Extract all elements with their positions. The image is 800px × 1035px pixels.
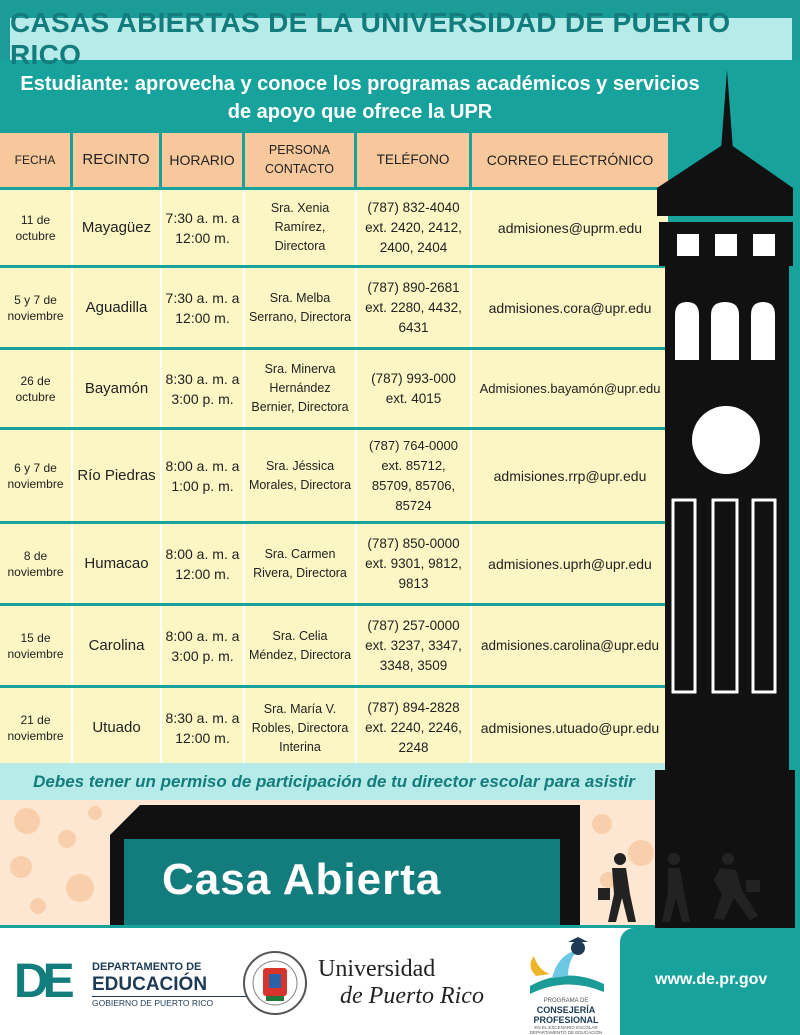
cell-fecha: 26 de octubre <box>0 350 73 427</box>
pattern-dot <box>592 814 612 834</box>
cell-fecha: 15 de noviembre <box>0 606 73 685</box>
cell-fecha: 5 y 7 de noviembre <box>0 268 73 347</box>
footer <box>0 928 800 1035</box>
cell-recinto: Mayagüez <box>73 190 162 265</box>
subtitle <box>0 70 720 126</box>
subtitle-line-1: Estudiante: aprovecha y conoce los programas académicos y servicios <box>20 73 700 95</box>
header-telefono: TELÉFONO <box>357 133 472 187</box>
de-logo-text <box>92 960 252 1009</box>
cell-horario: 8:30 a. m. a 3:00 p. m. <box>162 350 245 427</box>
clock-tower-illustration <box>655 70 795 930</box>
cell-contacto: Sra. Melba Serrano, Directora <box>245 268 357 347</box>
consejeria-graduate-icon <box>512 936 620 998</box>
cell-correo[interactable]: admisiones.rrp@upr.edu <box>493 467 647 484</box>
cell-recinto: Humacao <box>73 524 162 603</box>
cell-fecha: 6 y 7 de noviembre <box>0 430 73 521</box>
cell-fecha: 21 de noviembre <box>0 688 73 768</box>
cell-recinto: Utuado <box>73 688 162 768</box>
cell-correo[interactable]: admisiones.utuado@upr.edu <box>480 720 660 736</box>
header-recinto: RECINTO <box>73 133 162 187</box>
cell-recinto: Río Piedras <box>73 430 162 521</box>
cell-correo[interactable]: admisiones.cora@upr.edu <box>488 299 652 316</box>
de-line-3: GOBIERNO DE PUERTO RICO <box>92 996 252 1009</box>
cp-line-1: PROGRAMA DE <box>543 998 589 1004</box>
walking-people-icon <box>590 850 770 925</box>
header-correo: CORREO ELECTRÓNICO <box>472 133 668 187</box>
cell-horario: 8:00 a. m. a 3:00 p. m. <box>162 606 245 685</box>
header-persona-contacto: PERSONA CONTACTO <box>245 133 357 187</box>
notice-text: Debes tener un permiso de participación de tu director escolar para asistir <box>33 772 635 791</box>
title-bar <box>10 7 792 70</box>
cell-correo[interactable]: admisiones@uprm.edu <box>497 219 643 236</box>
pattern-dot <box>30 898 46 914</box>
cell-correo[interactable]: admisiones.carolina@upr.edu <box>480 637 660 653</box>
cell-telefono: (787) 850-0000 ext. 9301, 9812, 9813 <box>357 524 472 603</box>
cp-line-4-5 <box>512 1025 620 1035</box>
de-line-2: EDUCACIÓN <box>92 974 208 995</box>
cell-fecha: 11 de octubre <box>0 190 73 265</box>
cell-contacto: Sra. María V. Robles, Directora Interina <box>245 688 357 768</box>
table-body <box>0 187 668 768</box>
cell-horario: 8:00 a. m. a 1:00 p. m. <box>162 430 245 521</box>
cell-telefono: (787) 257-0000 ext. 3237, 3347, 3348, 3509 <box>357 606 472 685</box>
cell-horario: 8:30 a. m. a 12:00 m. <box>162 688 245 768</box>
pattern-dot <box>66 874 94 902</box>
header-fecha: FECHA <box>0 133 73 187</box>
cp-line-3: PROFESIONAL <box>533 1015 599 1025</box>
page-title: CASAS ABIERTAS DE LA UNIVERSIDAD DE PUERTO RICO <box>10 7 731 70</box>
pattern-dot <box>88 806 102 820</box>
cp-line-4: EN EL ESCENARIO ESCOLAR <box>534 1025 598 1030</box>
cell-contacto: Sra. Celia Méndez, Directora <box>245 606 357 685</box>
table-row <box>0 427 668 521</box>
pattern-dot <box>58 830 76 848</box>
table-row <box>0 347 668 427</box>
table-row <box>0 603 668 685</box>
cp-line-2: CONSEJERÍA <box>536 1005 596 1015</box>
cell-horario: 7:30 a. m. a 12:00 m. <box>162 190 245 265</box>
cp-line-2-3 <box>512 1005 620 1025</box>
subtitle-line-2: de apoyo que ofrece la UPR <box>227 101 493 123</box>
table-row <box>0 521 668 603</box>
upr-line-1: Universidad <box>318 956 436 982</box>
cell-recinto: Carolina <box>73 606 162 685</box>
cell-telefono: (787) 993-000 ext. 4015 <box>357 350 472 427</box>
cell-contacto: Sra. Minerva Hernández Bernier, Directora <box>245 350 357 427</box>
cell-telefono: (787) 890-2681 ext. 2280, 4432, 6431 <box>357 268 472 347</box>
cell-telefono: (787) 764-0000 ext. 85712, 85709, 85706, 85724 <box>357 430 472 521</box>
cell-horario: 7:30 a. m. a 12:00 m. <box>162 268 245 347</box>
cell-contacto: Sra. Jéssica Morales, Directora <box>245 430 357 521</box>
cell-correo[interactable]: admisiones.uprh@upr.edu <box>488 555 652 572</box>
banner-casa-abierta: Casa Abierta <box>162 855 442 904</box>
notice-bar <box>0 763 668 801</box>
pattern-dot <box>10 856 32 878</box>
header-horario: HORARIO <box>162 133 245 187</box>
de-line-1: DEPARTAMENTO DE <box>92 961 202 973</box>
cell-fecha: 8 de noviembre <box>0 524 73 603</box>
cell-telefono: (787) 832-4040 ext. 2420, 2412, 2400, 2404 <box>357 190 472 265</box>
cell-contacto: Sra. Carmen Rivera, Directora <box>245 524 357 603</box>
cell-recinto: Bayamón <box>73 350 162 427</box>
website-link[interactable]: www.de.pr.gov <box>655 971 768 988</box>
de-logo-mark: DE <box>14 955 69 1008</box>
upr-line-2: de Puerto Rico <box>340 983 484 1009</box>
cell-horario: 8:00 a. m. a 12:00 m. <box>162 524 245 603</box>
table-row <box>0 187 668 265</box>
table-row <box>0 685 668 768</box>
pattern-dot <box>14 808 40 834</box>
cell-correo[interactable]: Admisiones.bayamón@upr.edu <box>479 380 661 396</box>
upr-wordmark <box>318 956 484 1010</box>
consejeria-logo <box>512 936 620 1035</box>
cell-telefono: (787) 894-2828 ext. 2240, 2246, 2248 <box>357 688 472 768</box>
table-row <box>0 265 668 347</box>
schedule-table <box>0 133 668 768</box>
cp-line-5: DEPARTAMENTO DE EDUCACIÓN <box>529 1030 603 1035</box>
upr-seal-icon <box>242 950 308 1016</box>
cell-contacto: Sra. Xenia Ramírez, Directora <box>245 190 357 265</box>
cell-recinto: Aguadilla <box>73 268 162 347</box>
table-header-row <box>0 133 668 187</box>
